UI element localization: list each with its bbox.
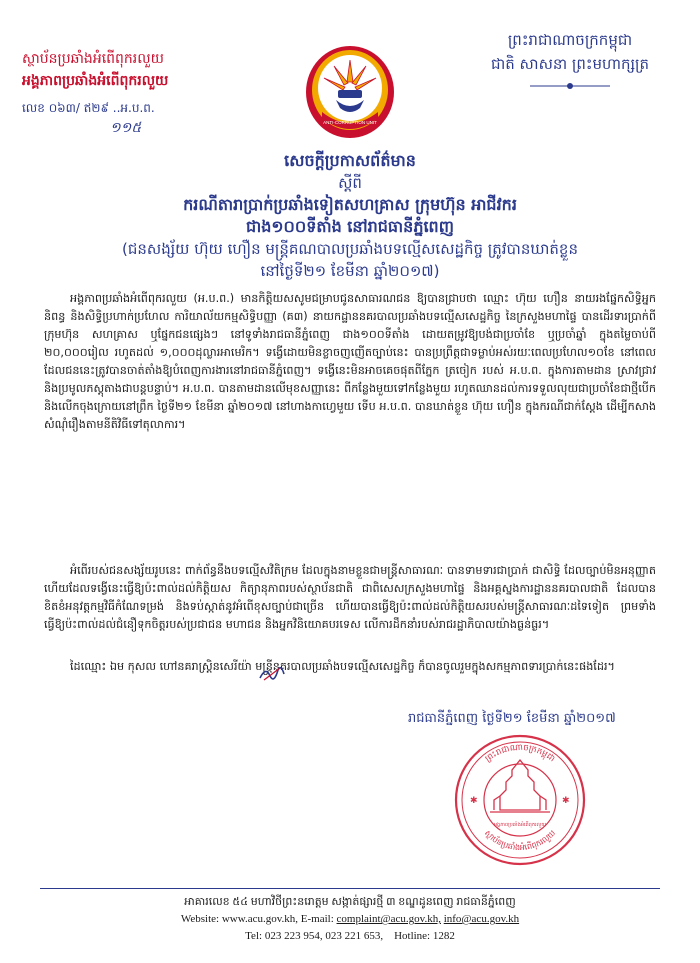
email-complaint-link[interactable]: complaint@acu.gov.kh, [336,913,441,925]
hotline-label: Hotline: [394,930,431,942]
tel-label: Tel: [245,930,263,942]
press-release-title: សេចក្តីប្រកាសព័ត៌មាន [284,151,416,170]
logo-caption: ANTI-CORRUPTION UNIT [323,120,377,125]
header-right [470,28,670,100]
body-paragraph-1: អង្គភាពប្រឆាំងអំពើពុករលួយ (អ.ប.ព.) មានកិត្តិយសសូមជម្រាបជូនសាធារណជន ឱ្យបានជ្រាបថា ឈ្មោះ ហ៊ុយ ហឿន នាយរងផ្នែកសិទ្ធិអ្នកនិពន្ធ និងសិទ្ធិប្រហាក់ប្រហែល ការិយាល័យកម្មសិទ្ធិបញ្ញា (គ៣) នាយកដ្ឋាននគរបាលប្រឆាំងបទល្មើសសេដ្ឋកិច្ច នៃក្រសួងមហាផ្ទៃ បានដើរទារប្រាក់ពីក្រុមហ៊ុន សហគ្រាស ឬផ្នែកជនផ្សេងៗ នៅទូទាំងរាជធានីភ្នំពេញ ជាង១០០ទីតាំង ដោយតម្រូវឱ្យបង់ជាប្រចាំខែ ឬប្រចាំឆ្នាំ ក្នុងតម្លៃចាប់ពី ២០,០០០រៀល រហូតដល់ ១,០០០ដុល្លារអាមេរិក។ ទង្វើដោយមិនខ្លាចញញើតច្បាប់នេះ បានប្រព្រឹត្តជាទម្លាប់អស់រយៈពេលប្រហែល១០ខែ នៅពេលដែលជននេះត្រូវបានចាត់តាំងឱ្យបំពេញការងារនៅរាជធានីភ្នំពេញ។ ទង្វើនេះមិនអាចគេចផុតពីភ្នែក ត្រចៀក របស់ អ.ប.ព. ក្នុងការតាមដាន ស្រាវជ្រាវ និងប្រមូលភស្តុតាងជាបន្តបន្ទាប់។ អ.ប.ព. បានតាមដានលើមុខសញ្ញានេះ ពីកន្លែងមួយទៅកន្លែងមួយ រហូតឈានដល់ការទទួលលុយជាប្រចាំខែជាថ្មីបើក និងលើកចុងក្រោយនៅព្រឹក ថ្ងៃទី២១ ខែមីនា ឆ្នាំ២០១៧ នៅហាងកាហ្វេមួយ ទើប អ.ប.ព. បានឃាត់ខ្លួន ហ៊ុយ ហឿន ក្នុងករណីជាក់ស្តែង ដើម្បីកសាងសំណុំរឿងតាមនីតិវិធីទៅតុលាការ។ [44,292,656,431]
unit-name: អង្គភាពប្រឆាំងអំពើពុករលួយ [22,73,169,89]
title-subject: ករណីតារាប្រាក់ប្រឆាំងទៀតសហគ្រាស ក្រុមហ៊ុន អាជីវករ [183,195,517,214]
angkor-temple-icon [490,760,550,812]
website-label: Website: [180,913,220,925]
footer-address: អាគារលេខ ៥៤ មហាវិថីព្រះនរោត្តម សង្កាត់ផ្សារថ្មី ៣ ខណ្ឌដូនពេញ រាជធានីភ្នំពេញ [184,896,516,908]
seal-top-text: ព្រះរាជាណាចក្រកម្ពុជា [483,742,557,765]
date-line: រាជធានីភ្នំពេញ ថ្ងៃទី២១ ខែមីនា ឆ្នាំ២០១៧ [408,711,616,726]
ref-label: លេខ [22,101,45,115]
seal-star-right-icon: ✱ [562,796,570,806]
seal-center-text: អង្គភាពប្រឆាំងអំពើពុករលួយ [493,822,547,828]
body-paragraph-3: ដៃឈ្មោះ ឯម កុសល ហៅនគរាស្ត្រិនសេរីយ៉ា មន្ត្រីនគរបាលប្រឆាំងបទល្មើសសេដ្ឋកិច្ច ក៏បានចូលរួមក្នុងសកម្មភាពទារប្រាក់នេះផងដែរ។ [70,660,615,673]
title-block [80,150,620,282]
kingdom-name: ព្រះរាជាណាចក្រកម្ពុជា [507,31,633,49]
reference-number [22,100,155,139]
email-label: E-mail: [300,913,334,925]
hotline-number: 1282 [432,930,455,942]
national-motto: ជាតិ សាសនា ព្រះមហាក្សត្រ [490,55,650,73]
acu-logo [300,42,400,142]
seal-bottom-text: ស្ថាប័នប្រឆាំងអំពើពុករលួយ [482,828,558,853]
header-left [22,48,282,92]
signature-icon [258,664,286,684]
official-seal [450,730,590,870]
ref-handwritten: ១១៥ [110,120,142,136]
title-note: (ជនសង្ស័យ ហ៊ុយ ហឿន មន្ត្រីគណបាលប្រឆាំងបទល្មើសសេដ្ឋកិច្ច ត្រូវបានឃាត់ខ្លួន [122,240,578,258]
ornament-divider-icon [530,79,610,93]
title-note-2: នៅថ្ងៃទី២១ ខែមីនា ឆ្នាំ២០១៧) [260,262,440,280]
initial-signature [258,664,286,684]
footer-phones [40,928,660,945]
title-subject-2: ជាង១០០ទីតាំង នៅរាជធានីភ្នំពេញ [246,217,454,236]
email-info-link[interactable]: info@acu.gov.kh [443,913,520,925]
seal-star-left-icon: ✱ [470,796,478,806]
acu-logo-icon [300,42,400,142]
ref-value: ០៦៣/ ឥ២៩ ..អ.ប.ព. [48,101,155,115]
footer-divider [40,888,660,889]
svg-text:ស្ថាប័នប្រឆាំងអំពើពុករលួយ [483,828,558,852]
website-link[interactable]: www.acu.gov.kh, [221,913,299,925]
tel-numbers: 023 223 954, 023 221 653, [264,930,384,942]
body-paragraph-2: អំពើរបស់ជនសង្ស័យរូបនេះ ពាក់ព័ន្ធនឹងបទល្មើសវិតិក្រម ដែលក្នុងនាមខ្លួនជាមន្ត្រីសាធារណៈ បានទាមទារជាប្រាក់ ជាសិទ្ធិ ដែលច្បាប់មិនអនុញ្ញាត ហើយដែលទង្វើនេះធ្វើឱ្យប៉ះពាល់ដល់កិត្តិយស កិត្យានុភាពរបស់ស្ថាប័នជាតិ ជាពិសេសក្រសួងមហាផ្ទៃ និងអគ្គស្នងការដ្ឋាននគរបាលជាតិ ដែលបានខិតខំអនុវត្តកម្មវិធីកំណែទម្រង់ និងទប់ស្កាត់នូវអំពើខុសច្បាប់ជាច្រើន ហើយបានធ្វើឱ្យប៉ះពាល់ដល់កិត្តិយសរបស់មន្ត្រីសាធារណៈដទៃទៀត ព្រមទាំងធ្វើឱ្យប៉ះពាល់ដល់ជំនឿទុកចិត្តរបស់ប្រជាជន មហាជន និងអ្នកវិនិយោគបរទេស លើការដឹកនាំរបស់រាជរដ្ឋាភិបាលយ៉ាងធ្ងន់ធ្ងរ។ [44,564,656,631]
title-regarding: ស្តីពី [338,174,362,192]
seal-icon [450,730,590,870]
footer [40,894,660,945]
footer-contacts [40,911,660,928]
institution-name: ស្ថាប័នប្រឆាំងអំពើពុករលួយ [22,51,164,67]
